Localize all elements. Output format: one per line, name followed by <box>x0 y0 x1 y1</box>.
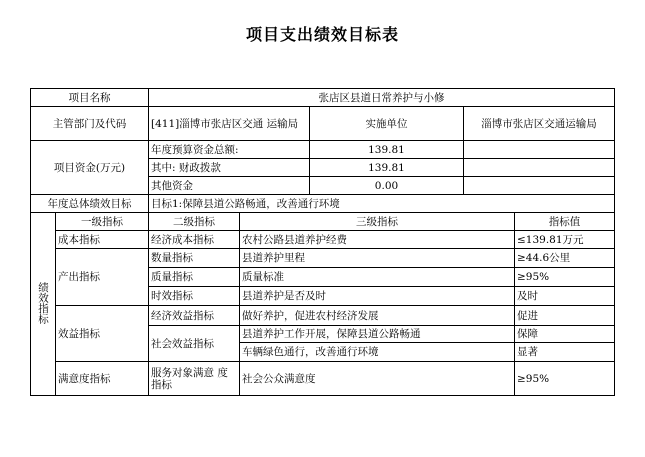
output-indicator-label: 产出指标 <box>56 249 149 306</box>
performance-goal-table <box>30 88 615 396</box>
cost-indicator-label: 成本指标 <box>56 231 149 249</box>
economic-benefit-indicator: 经济效益指标 <box>149 306 240 326</box>
department-label: 主管部门及代码 <box>31 107 149 141</box>
public-satisfaction: 社会公众满意度 <box>240 362 515 396</box>
other-funds-label: 其他资金 <box>149 177 310 195</box>
annual-goal-label: 年度总体绩效目标 <box>31 195 149 213</box>
annual-goal-text: 目标1:保障县道公路畅通，改善通行环境 <box>149 195 615 213</box>
other-funds-value: 0.00 <box>310 177 464 195</box>
maintenance-timeliness: 县道养护是否及时 <box>240 287 515 306</box>
performance-indicators-side-label: 绩效指标 <box>31 213 56 396</box>
maintenance-funding: 农村公路县道养护经费 <box>240 231 515 249</box>
project-name-label: 项目名称 <box>31 89 149 107</box>
road-access-guarantee: 县道养护工作开展，保障县道公路畅通 <box>240 326 515 343</box>
green-traffic-value: 显著 <box>515 343 615 362</box>
rural-economy-promotion: 做好养护，促进农村经济发展 <box>240 306 515 326</box>
cost-value: ≤139.81万元 <box>515 231 615 249</box>
quality-value: ≥95% <box>515 268 615 287</box>
quantity-indicator: 数量指标 <box>149 249 240 268</box>
quality-indicator: 质量指标 <box>149 268 240 287</box>
service-satisfaction-indicator: 服务对象满意 度指标 <box>149 362 240 396</box>
benefit-indicator-label: 效益指标 <box>56 306 149 362</box>
economic-benefit-value: 促进 <box>515 306 615 326</box>
fiscal-allocation-label: 其中: 财政拨款 <box>149 159 310 177</box>
green-traffic: 车辆绿色通行，改善通行环境 <box>240 343 515 362</box>
social-benefit-indicator: 社会效益指标 <box>149 326 240 362</box>
satisfaction-value: ≥95% <box>515 362 615 396</box>
annual-budget-label: 年度预算资金总额: <box>149 141 310 159</box>
page-title: 项目支出绩效目标表 <box>245 25 399 44</box>
timeliness-indicator: 时效指标 <box>149 287 240 306</box>
header-level-1: 一级指标 <box>56 213 149 231</box>
header-level-2: 二级指标 <box>149 213 240 231</box>
annual-budget-value: 139.81 <box>310 141 464 159</box>
maintenance-mileage: 县道养护里程 <box>240 249 515 268</box>
road-access-value: 保障 <box>515 326 615 343</box>
satisfaction-indicator-label: 满意度指标 <box>56 362 149 396</box>
header-indicator-value: 指标值 <box>515 213 615 231</box>
timeliness-value: 及时 <box>515 287 615 306</box>
implementing-unit-value: 淄博市张店区交通运输局 <box>464 107 615 141</box>
department-value: [411]淄博市张店区交通 运输局 <box>149 107 310 141</box>
project-name-value: 张店区县道日常养护与小修 <box>149 89 615 107</box>
mileage-value: ≥44.6公里 <box>515 249 615 268</box>
economic-cost-indicator: 经济成本指标 <box>149 231 240 249</box>
header-level-3: 三级指标 <box>240 213 515 231</box>
implementing-unit-label: 实施单位 <box>310 107 464 141</box>
fiscal-allocation-value: 139.81 <box>310 159 464 177</box>
quality-standard: 质量标准 <box>240 268 515 287</box>
project-funds-label: 项目资金(万元) <box>31 141 149 195</box>
